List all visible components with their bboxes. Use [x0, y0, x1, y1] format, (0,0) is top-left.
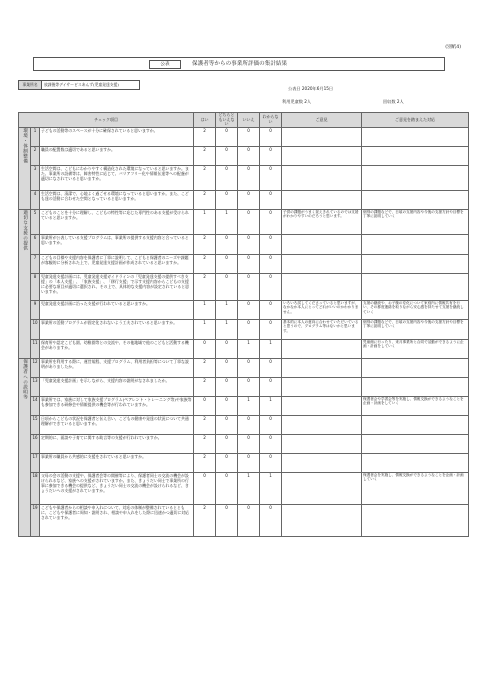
- response-cell: [362, 146, 469, 165]
- table-row: [19, 377, 469, 396]
- row-number: 9: [31, 300, 40, 319]
- check-item: こどものことを十分に理解し、こどもの特性等に応じた専門性のある支援が受けられていると思いますか。: [40, 209, 194, 234]
- evaluation-table: [18, 112, 469, 537]
- header-unknown: わからない: [260, 113, 282, 128]
- count-unknown: 0: [260, 453, 282, 472]
- header-opinion: ご意見: [282, 113, 362, 128]
- count-no: 0: [238, 165, 260, 190]
- opinion-cell: [282, 127, 362, 146]
- check-item: 事業所の活動プログラムが固定化されないよう工夫されていると思いますか。: [40, 319, 194, 339]
- table-row: [19, 396, 469, 415]
- count-no: 0: [238, 254, 260, 273]
- table-row: [19, 234, 469, 254]
- response-cell: [362, 358, 469, 377]
- count-unknown: 0: [260, 234, 282, 254]
- check-item: こどもの目標や支援内容を保護者に丁寧に説明して、こどもと保護者のニーズや課題が客観的に分析された上で、児童発達支援計画が作成されていると思いますか。: [40, 254, 194, 273]
- check-item: 職員の配置数は適切であると思いますか。: [40, 146, 194, 165]
- check-item: 事業所を利用する際に、運営規程、支援プログラム、利用者負担等について丁寧な説明がありましたか。: [40, 358, 194, 377]
- check-item: 保育所や認定こども園、幼稚園等との交流や、その他地域で他のこどもと活動する機会がありますか。: [40, 339, 194, 358]
- table-row: [19, 504, 469, 536]
- check-item: 事業所では、家族に対して家族支援プログラム(ペアレント・トレーニング等)や家族等も参加できる研修会や情報提供の機会等が行われていますか。: [40, 396, 194, 415]
- row-number: 5: [31, 209, 40, 234]
- table-row: [19, 434, 469, 453]
- count-no: 0: [238, 504, 260, 536]
- count-unknown: 1: [260, 339, 282, 358]
- count-yes: 2: [194, 504, 216, 536]
- table-row: [19, 339, 469, 358]
- count-unknown: 0: [260, 127, 282, 146]
- count-no: 0: [238, 453, 260, 472]
- opinion-cell: [282, 453, 362, 472]
- check-item: 生活空間は、こどもにわかりやすく構造化された環境になっていると思いますか。また、事業所の設備等は、障害特性に応じて、バリアフリー化や情報伝達等への配慮が適切になされていると思いますか。: [40, 165, 194, 190]
- count-neither: 0: [216, 396, 238, 415]
- response-cell: [362, 273, 469, 300]
- count-yes: 2: [194, 165, 216, 190]
- count-unknown: 0: [260, 415, 282, 434]
- table-row: [19, 472, 469, 504]
- count-no: 0: [238, 146, 260, 165]
- count-yes: 1: [194, 319, 216, 339]
- facility-label: 事業所名: [19, 81, 42, 89]
- return-count: 回収数 2人: [383, 99, 404, 104]
- table-row: [19, 254, 469, 273]
- header-check: チェック項目: [19, 113, 194, 128]
- opinion-cell: [282, 396, 362, 415]
- count-neither: 0: [216, 358, 238, 377]
- check-item: 日頃からこどもの状況を保護者と伝え合い、こどもの健康や発達の状況について共通理解ができていると思いますか。: [40, 415, 194, 434]
- count-unknown: 0: [260, 146, 282, 165]
- response-cell: [362, 415, 469, 434]
- count-yes: 0: [194, 339, 216, 358]
- response-cell: [362, 377, 469, 396]
- count-yes: 1: [194, 209, 216, 234]
- count-unknown: 0: [260, 190, 282, 209]
- count-no: 0: [238, 434, 260, 453]
- count-neither: 0: [216, 415, 238, 434]
- response-cell: [362, 190, 469, 209]
- check-item: こどもや保護者からの相談や申入れについて、対応の体制が整備されているとともに、こどもや保護者に周知・説明され、相談や申入れをした際に迅速かつ適切に対応されていますか。: [40, 504, 194, 536]
- table-row: [19, 358, 469, 377]
- count-neither: 0: [216, 339, 238, 358]
- row-number: 15: [31, 415, 40, 434]
- publish-date: 公表日 2020年6月15日: [288, 86, 334, 91]
- count-neither: 0: [216, 127, 238, 146]
- check-item: 父母の会の活動の支援や、保護者会等の開催等により、保護者同士の交流の機会が設けられるなど、家族への支援がされていますか。また、きょうだい同士で事業所の行事に参加できる機会の提供など、きょうだい同士の交流の機会が設けられるなど、きょうだいへの支援がされていますか。: [40, 472, 194, 504]
- category-label: 環境・体制整備: [22, 127, 28, 164]
- count-yes: 0: [194, 396, 216, 415]
- count-no: 1: [238, 472, 260, 504]
- count-yes: 2: [194, 254, 216, 273]
- response-cell: [362, 127, 469, 146]
- opinion-cell: 基本的に本人の意向に合わせていただいていると思うので、プログラム等はないかと思います。: [282, 319, 362, 339]
- count-yes: 2: [194, 234, 216, 254]
- count-unknown: 1: [260, 472, 282, 504]
- count-neither: 0: [216, 165, 238, 190]
- row-number: 19: [31, 504, 40, 536]
- count-yes: 2: [194, 415, 216, 434]
- count-unknown: 0: [260, 434, 282, 453]
- count-unknown: 0: [260, 377, 282, 396]
- count-neither: 0: [216, 504, 238, 536]
- count-yes: 0: [194, 472, 216, 504]
- count-neither: 0: [216, 377, 238, 396]
- response-cell: 個別の課題などで、日頃の支援内容や今後の支援方針や目標を丁寧に説明していく: [362, 209, 469, 234]
- row-number: 6: [31, 234, 40, 254]
- table-row: [19, 165, 469, 190]
- row-number: 1: [31, 127, 40, 146]
- opinion-cell: [282, 339, 362, 358]
- row-number: 18: [31, 472, 40, 504]
- category-cell: [19, 209, 31, 358]
- response-cell: [362, 254, 469, 273]
- table-header-row: [19, 113, 469, 128]
- opinion-cell: [282, 504, 362, 536]
- row-number: 11: [31, 339, 40, 358]
- check-item: 児童発達支援計画に沿った支援が行われていると思いますか。: [40, 300, 194, 319]
- response-cell: [362, 504, 469, 536]
- check-item: 児童発達支援計画には、児童発達支援ガイドラインの「児童発達支援の提供すべき支援」の「本人支援」、「家族支援」、「移行支援」で示す支援内容からこどもの支援に必要な項目が適切に選択され、その上で、具体的な支援内容が設定されていると思いますか。: [40, 273, 194, 300]
- respondent-count: 利用児童数 2人: [282, 99, 312, 104]
- response-cell: [362, 234, 469, 254]
- opinion-cell: [282, 358, 362, 377]
- document-reference: (別紙4): [445, 45, 461, 50]
- facility-box: [18, 80, 140, 90]
- count-unknown: 0: [260, 273, 282, 300]
- table-row: [19, 146, 469, 165]
- row-number: 17: [31, 453, 40, 472]
- opinion-cell: [282, 472, 362, 504]
- check-item: 子どもの活動等のスペースが十分に確保されていると思いますか。: [40, 127, 194, 146]
- count-neither: 0: [216, 434, 238, 453]
- count-unknown: 0: [260, 504, 282, 536]
- count-no: 0: [238, 234, 260, 254]
- count-no: 0: [238, 127, 260, 146]
- count-neither: 1: [216, 319, 238, 339]
- row-number: 3: [31, 165, 40, 190]
- row-number: 7: [31, 254, 40, 273]
- opinion-cell: 子供の課題がうまく捉えきれているのでは支援がわかりやすいのだろうと思います。: [282, 209, 362, 234]
- count-no: 0: [238, 358, 260, 377]
- check-item: 「児童発達支援計画」を示しながら、支援内容の説明がなされましたか。: [40, 377, 194, 396]
- check-item: 事業所が公表している支援プログラムは、事業所の提供する支援内容と合っていると思いますか。: [40, 234, 194, 254]
- row-number: 14: [31, 396, 40, 415]
- count-neither: 1: [216, 300, 238, 319]
- count-neither: 0: [216, 190, 238, 209]
- response-cell: 個別の課題などで、日頃の支援内容や今後の支援方針や目標を丁寧に説明していく: [362, 319, 469, 339]
- row-number: 2: [31, 146, 40, 165]
- public-tag: 公表: [149, 60, 181, 69]
- count-unknown: 0: [260, 209, 282, 234]
- count-neither: 0: [216, 273, 238, 300]
- category-cell: [19, 127, 31, 209]
- count-no: 0: [238, 300, 260, 319]
- count-no: 1: [238, 339, 260, 358]
- response-cell: 支援の継続や、お子様の変化について家庭内に情報共有を行い、その都度連絡を取りながら安心感を持たせて支援を継続していく: [362, 300, 469, 319]
- count-yes: 2: [194, 146, 216, 165]
- title-box: [33, 57, 445, 71]
- response-cell: [362, 453, 469, 472]
- count-yes: 2: [194, 127, 216, 146]
- opinion-cell: いろいろ試してくださっていると思いますが、なかなか本人にとってどれがいいのかわかりません。: [282, 300, 362, 319]
- count-no: 0: [238, 415, 260, 434]
- check-item: 定期的に、面談や子育てに関する助言等の支援が行われていますか。: [40, 434, 194, 453]
- count-no: 0: [238, 273, 260, 300]
- check-item: 生活空間は、清潔で、心地よく過ごせる環境になっていると思いますか。また、こども達の活動に合わせた空間となっていると思いますか。: [40, 190, 194, 209]
- header-no: いいえ: [238, 113, 260, 128]
- table-row: [19, 415, 469, 434]
- row-number: 12: [31, 358, 40, 377]
- response-cell: 保護者会を実施し、情報交換ができるようなことを企画・計画していく: [362, 472, 469, 504]
- row-number: 13: [31, 377, 40, 396]
- opinion-cell: [282, 377, 362, 396]
- count-unknown: 0: [260, 319, 282, 339]
- count-yes: 2: [194, 453, 216, 472]
- count-unknown: 0: [260, 165, 282, 190]
- table-row: [19, 300, 469, 319]
- count-no: 0: [238, 377, 260, 396]
- count-neither: 0: [216, 254, 238, 273]
- header-yes: はい: [194, 113, 216, 128]
- row-number: 16: [31, 434, 40, 453]
- count-unknown: 0: [260, 300, 282, 319]
- table-row: [19, 190, 469, 209]
- check-item: 事業所の職員から共感的に支援をされていると思いますか。: [40, 453, 194, 472]
- count-neither: 0: [216, 146, 238, 165]
- count-no: 1: [238, 396, 260, 415]
- opinion-cell: [282, 165, 362, 190]
- count-neither: 0: [216, 472, 238, 504]
- facility-name: 放課後等デイサービスあんず(児童発達支援): [44, 82, 119, 87]
- response-cell: 児童館に行ったり、来月事業所と合同で活動ができるように企画・計画をしていく: [362, 339, 469, 358]
- count-neither: 1: [216, 209, 238, 234]
- opinion-cell: [282, 273, 362, 300]
- header-response: ご意見を踏まえた対応: [362, 113, 469, 128]
- category-cell: [19, 358, 31, 536]
- opinion-cell: [282, 254, 362, 273]
- count-yes: 2: [194, 273, 216, 300]
- table-row: [19, 319, 469, 339]
- table-row: [19, 127, 469, 146]
- opinion-cell: [282, 146, 362, 165]
- category-label: 適切な支援の提供: [22, 209, 28, 251]
- count-yes: 2: [194, 377, 216, 396]
- row-number: 10: [31, 319, 40, 339]
- count-unknown: 0: [260, 254, 282, 273]
- row-number: 4: [31, 190, 40, 209]
- count-unknown: 0: [260, 358, 282, 377]
- count-yes: 1: [194, 300, 216, 319]
- category-label: 保護者への説明等: [22, 358, 28, 400]
- opinion-cell: [282, 234, 362, 254]
- count-no: 0: [238, 190, 260, 209]
- count-neither: 0: [216, 234, 238, 254]
- table-row: [19, 273, 469, 300]
- opinion-cell: [282, 190, 362, 209]
- row-number: 8: [31, 273, 40, 300]
- response-cell: 保護者会や学習会等を実施し、情報交換ができるようなことを企画・計画をしていく: [362, 396, 469, 415]
- response-cell: [362, 434, 469, 453]
- count-yes: 2: [194, 358, 216, 377]
- header-neither: どちらともいえない: [216, 113, 238, 128]
- response-cell: [362, 165, 469, 190]
- count-no: 0: [238, 209, 260, 234]
- table-row: [19, 209, 469, 234]
- page-title: 保護者等からの事業所評価の集計結果: [192, 61, 288, 67]
- count-neither: 0: [216, 453, 238, 472]
- count-yes: 2: [194, 434, 216, 453]
- count-unknown: 1: [260, 396, 282, 415]
- opinion-cell: [282, 415, 362, 434]
- count-yes: 2: [194, 190, 216, 209]
- table-row: [19, 453, 469, 472]
- count-no: 0: [238, 319, 260, 339]
- opinion-cell: [282, 434, 362, 453]
